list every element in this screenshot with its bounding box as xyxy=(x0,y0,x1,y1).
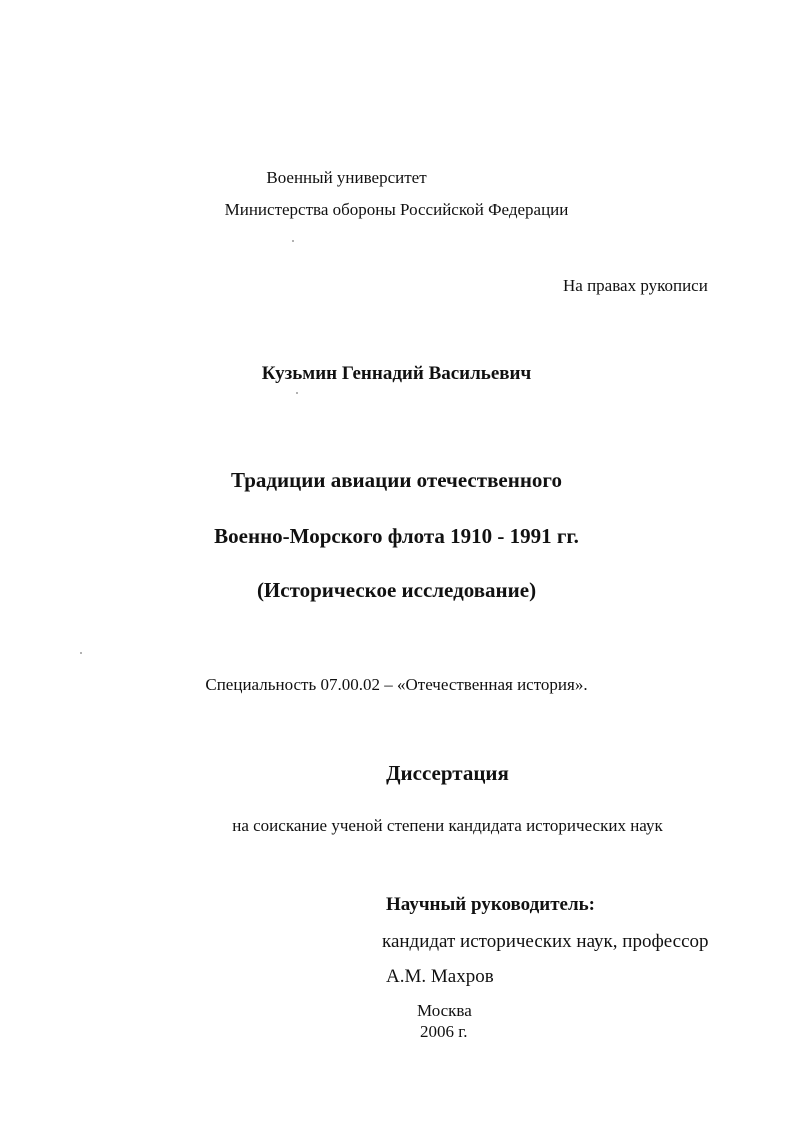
degree-line: на соискание ученой степени кандидата исторических наук xyxy=(232,816,663,835)
year: 2006 г. xyxy=(420,1022,468,1041)
title-line-1: Традиции авиации отечественного xyxy=(231,468,562,492)
place: Москва xyxy=(417,1001,472,1020)
specialty: Специальность 07.00.02 – «Отечественная история». xyxy=(205,675,588,694)
manuscript-note: На правах рукописи xyxy=(563,276,708,295)
scan-speck xyxy=(80,652,82,654)
university-name: Военный университет xyxy=(266,168,427,187)
work-type: Диссертация xyxy=(386,761,509,785)
author-name: Кузьмин Геннадий Васильевич xyxy=(261,363,532,384)
scan-speck xyxy=(296,392,298,394)
title-line-2: Военно-Морского флота 1910 - 1991 гг. xyxy=(214,524,579,548)
title-line-3: (Историческое исследование) xyxy=(256,578,537,602)
ministry-name: Министерства обороны Российской Федерации xyxy=(224,200,569,219)
scan-speck xyxy=(292,240,294,242)
supervisor-heading: Научный руководитель: xyxy=(386,894,595,915)
supervisor-credentials: кандидат исторических наук, профессор xyxy=(382,931,709,952)
supervisor-name: А.М. Махров xyxy=(386,966,494,987)
